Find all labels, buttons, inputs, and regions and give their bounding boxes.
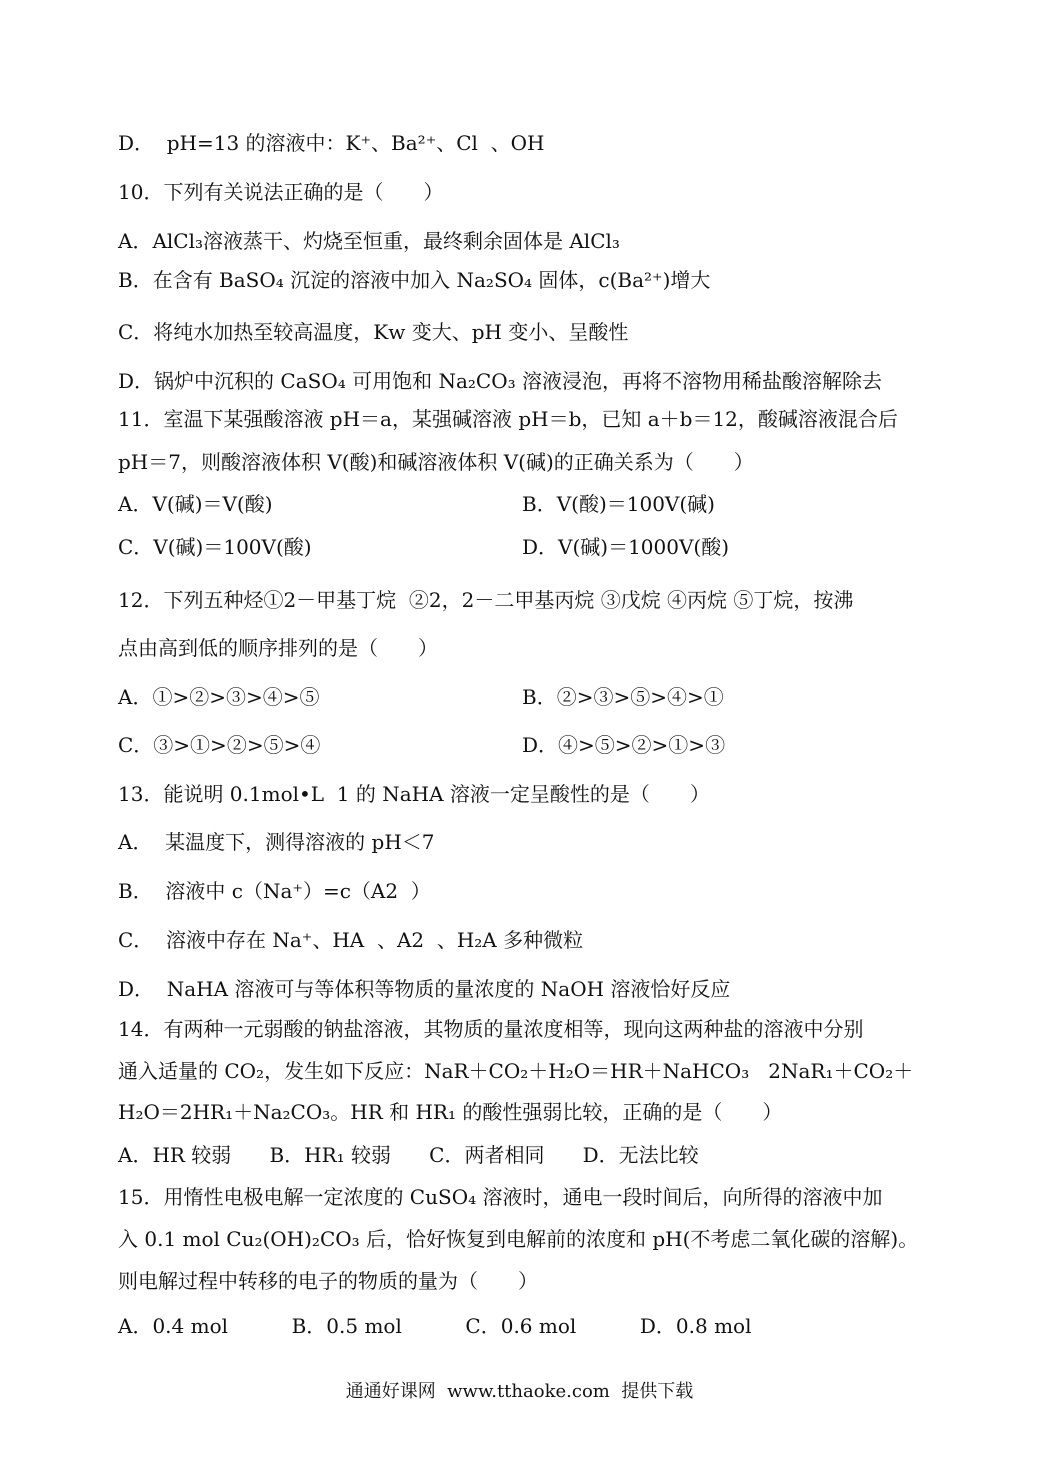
q11-option-a: A．V(碱)＝V(酸)	[118, 492, 273, 516]
q12-option-c: C．③>①>②>⑤>④	[118, 733, 321, 757]
q12-stem-line1: 12．下列五种烃①2－甲基丁烷 ②2，2－二甲基丙烷 ③戊烷 ④丙烷 ⑤丁烷，按沸	[118, 588, 854, 612]
q9-option-d: D． pH=13 的溶液中：K⁺、Ba²⁺、Cl 、OH	[118, 131, 545, 155]
q12-option-a: A．①>②>③>④>⑤	[118, 685, 320, 709]
q15-options: A．0.4 mol B．0.5 mol C．0.6 mol D．0.8 mol	[118, 1314, 752, 1338]
q11-option-c: C．V(碱)＝100V(酸)	[118, 535, 312, 559]
q15-stem-line2: 入 0.1 mol Cu₂(OH)₂CO₃ 后，恰好恢复到电解前的浓度和 pH(不考虑二氧化碳的溶解)。	[118, 1227, 919, 1251]
q10-option-b: B．在含有 BaSO₄ 沉淀的溶液中加入 Na₂SO₄ 固体，c(Ba²⁺)增大	[118, 268, 711, 292]
q15-stem-line1: 15．用惰性电极电解一定浓度的 CuSO₄ 溶液时，通电一段时间后，向所得的溶液中加	[118, 1185, 883, 1209]
q14-stem-line1: 14．有两种一元弱酸的钠盐溶液，其物质的量浓度相等，现向这两种盐的溶液中分别	[118, 1017, 864, 1041]
q10-stem: 10．下列有关说法正确的是（ ）	[118, 180, 444, 204]
q12-option-d: D．④>⑤>②>①>③	[522, 733, 726, 757]
q13-option-c: C． 溶液中存在 Na⁺、HA 、A2 、H₂A 多种微粒	[118, 928, 584, 952]
q11-stem-line2: pH＝7，则酸溶液体积 V(酸)和碱溶液体积 V(碱)的正确关系为（ ）	[118, 450, 754, 474]
q13-option-b: B． 溶液中 c（Na⁺）=c（A2 ）	[118, 879, 431, 903]
q10-option-d: D．锅炉中沉积的 CaSO₄ 可用饱和 Na₂CO₃ 溶液浸泡，再将不溶物用稀盐酸溶解除去	[118, 369, 882, 393]
q13-option-a: A． 某温度下，测得溶液的 pH＜7	[118, 830, 435, 854]
q10-option-a: A．AlCl₃溶液蒸干、灼烧至恒重，最终剩余固体是 AlCl₃	[118, 229, 620, 253]
q11-option-b: B．V(酸)＝100V(碱)	[522, 492, 715, 516]
q14-stem-line2: 通入适量的 CO₂，发生如下反应：NaR＋CO₂＋H₂O＝HR＋NaHCO₃ 2NaR₁＋CO₂＋	[118, 1059, 914, 1083]
q14-stem-line3: H₂O＝2HR₁＋Na₂CO₃。HR 和 HR₁ 的酸性强弱比较，正确的是（ ）	[118, 1100, 783, 1124]
q14-options: A．HR 较弱 B．HR₁ 较弱 C．两者相同 D．无法比较	[118, 1143, 699, 1167]
q11-stem-line1: 11．室温下某强酸溶液 pH＝a，某强碱溶液 pH＝b，已知 a＋b＝12，酸碱溶液混合后	[118, 407, 898, 431]
q10-option-c: C．将纯水加热至较高温度，Kw 变大、pH 变小、呈酸性	[118, 320, 629, 344]
q13-stem: 13．能说明 0.1mol•L 1 的 NaHA 溶液一定呈酸性的是（ ）	[118, 782, 710, 806]
page-footer: 通通好课网 www.tthaoke.com 提供下载	[345, 1381, 694, 1402]
q12-stem-line2: 点由高到低的顺序排列的是（ ）	[118, 636, 438, 660]
q13-option-d: D． NaHA 溶液可与等体积等物质的量浓度的 NaOH 溶液恰好反应	[118, 977, 731, 1001]
q15-stem-line3: 则电解过程中转移的电子的物质的量为（ ）	[118, 1269, 538, 1293]
q12-option-b: B．②>③>⑤>④>①	[522, 685, 724, 709]
q11-option-d: D．V(碱)＝1000V(酸)	[522, 535, 730, 559]
